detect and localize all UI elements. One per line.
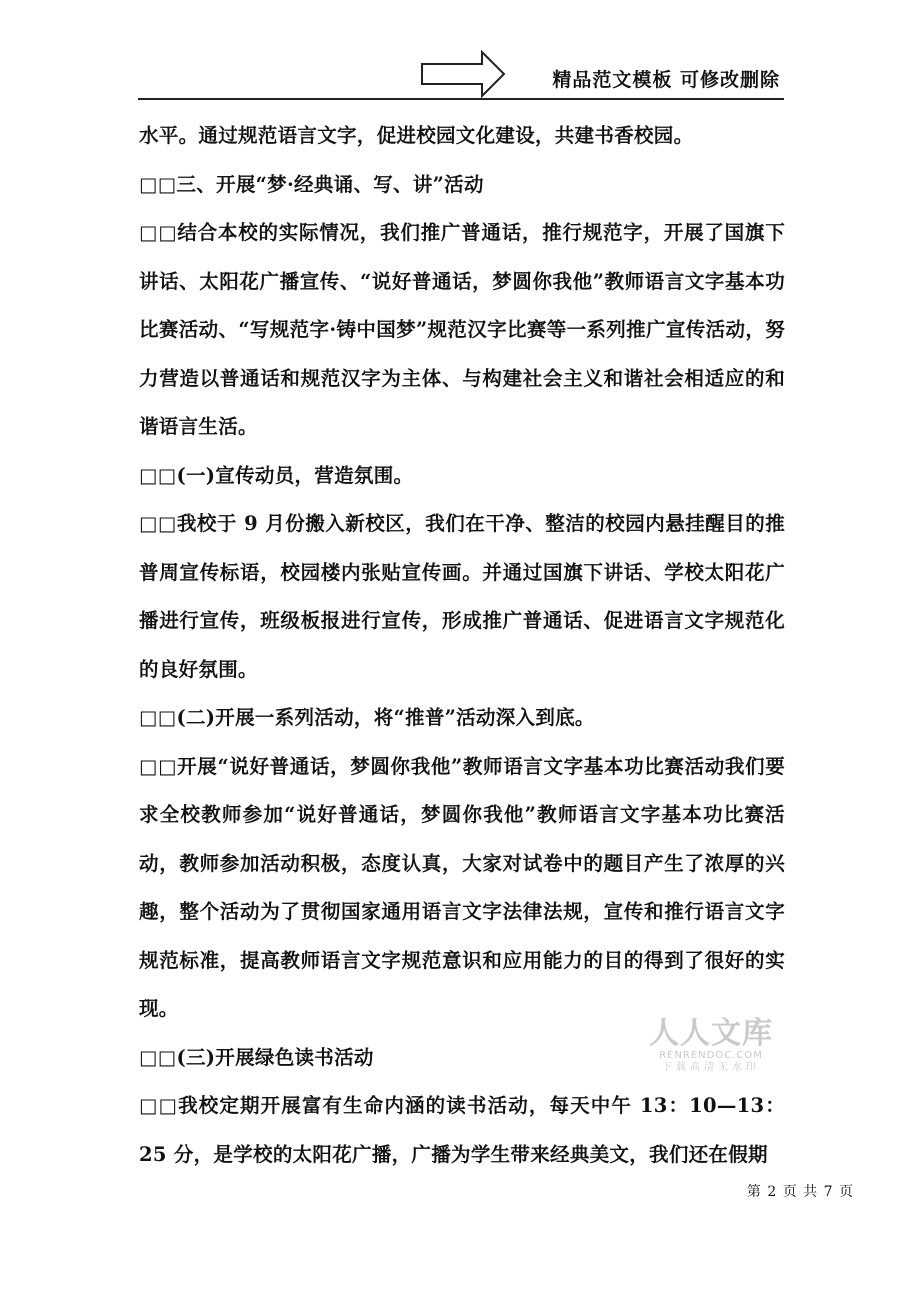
- paragraph: □□结合本校的实际情况，我们推广普通话，推行规范字，开展了国旗下讲话、太阳花广播宣传、“说好普通话，梦圆你我他”教师语言文字基本功比赛活动、“写规范字·铸中国梦”规范汉字比赛等一系列推广宣传活动，努力营造以普通话和规范汉字为主体、与构建社会主义和谐社会相适应的和谐语言生活。: [139, 221, 785, 438]
- watermark: [648, 1018, 774, 1074]
- page-header: [138, 48, 784, 100]
- subsection-heading: □□(二)开展一系列活动，将“推普”活动深入到底。: [139, 706, 595, 729]
- header-divider: [138, 98, 784, 100]
- right-arrow-icon: [420, 50, 506, 98]
- subsection-heading: □□(三)开展绿色读书活动: [139, 1045, 374, 1069]
- page-number: 第 2 页 共 7 页: [746, 1184, 854, 1200]
- watermark-url: RENRENDOC.COM: [659, 1050, 763, 1061]
- watermark-title: 人人文库: [649, 1016, 773, 1051]
- watermark-subtitle: 下载高清无水印: [662, 1062, 760, 1073]
- paragraph: □□我校定期开展富有生命内涵的读书活动，每天中午 13：10—13：25 分，是学校的太阳花广播，广播为学生带来经典美文，我们还在假期: [139, 1094, 785, 1166]
- header-title: 精品范文模板 可修改删除: [552, 69, 780, 91]
- paragraph: 水平。通过规范语言文字，促进校园文化建设，共建书香校园。: [139, 124, 694, 147]
- subsection-heading: □□(一)宣传动员，营造氛围。: [139, 463, 414, 487]
- paragraph: □□我校于 9 月份搬入新校区，我们在干净、整洁的校园内悬挂醒目的推普周宣传标语，校园楼内张贴宣传画。并通过国旗下讲话、学校太阳花广播进行宣传，班级板报进行宣传，形成推广普通话、促进语言文字规范化的良好氛围。: [139, 512, 785, 681]
- section-heading: □□三、开展“梦·经典诵、写、讲”活动: [139, 172, 484, 196]
- paragraph: □□开展“说好普通话，梦圆你我他”教师语言文字基本功比赛活动我们要求全校教师参加“说好普通话，梦圆你我他”教师语言文字基本功比赛活动，教师参加活动积极，态度认真，大家对试卷中的题目产生了浓厚的兴趣，整个活动为了贯彻国家通用语言文字法律法规，宣传和推行语言文字规范标准，提高教师语言文字规范意识和应用能力的目的得到了很好的实现。: [139, 754, 785, 1020]
